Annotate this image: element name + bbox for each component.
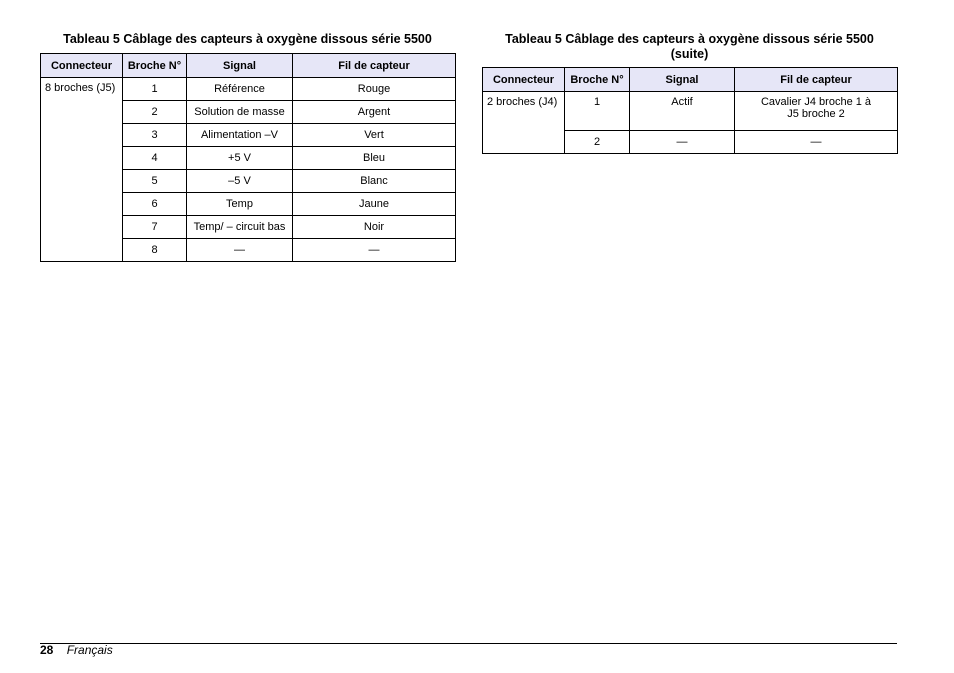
pin-cell: 2 bbox=[565, 131, 630, 154]
table-row bbox=[483, 92, 898, 131]
wiring-table bbox=[40, 53, 456, 262]
table-caption-continued bbox=[482, 32, 897, 62]
wire-cell: — bbox=[293, 239, 456, 262]
caption-title: Tableau 5 Câblage des capteurs à oxygène dissous série 5500 bbox=[505, 32, 874, 46]
signal-cell: Temp bbox=[187, 193, 293, 216]
pin-cell: 1 bbox=[565, 92, 630, 131]
connector-cell: 2 broches (J4) bbox=[483, 92, 565, 154]
wire-cell: Blanc bbox=[293, 170, 456, 193]
signal-cell: Référence bbox=[187, 78, 293, 101]
connector-cell: 8 broches (J5) bbox=[41, 78, 123, 262]
signal-cell: Alimentation –V bbox=[187, 124, 293, 147]
wire-cell: Noir bbox=[293, 216, 456, 239]
header-pin: Broche N° bbox=[565, 68, 630, 92]
signal-cell: — bbox=[630, 131, 735, 154]
table-row bbox=[41, 78, 456, 101]
page-footer bbox=[40, 643, 113, 657]
wire-cell: Jaune bbox=[293, 193, 456, 216]
wire-cell: — bbox=[735, 131, 898, 154]
signal-cell: Temp/ – circuit bas bbox=[187, 216, 293, 239]
signal-cell: +5 V bbox=[187, 147, 293, 170]
header-pin: Broche N° bbox=[123, 54, 187, 78]
signal-cell: Solution de masse bbox=[187, 101, 293, 124]
wire-cell: Rouge bbox=[293, 78, 456, 101]
footer-language: Français bbox=[66, 643, 113, 657]
pin-cell: 1 bbox=[123, 78, 187, 101]
pin-cell: 3 bbox=[123, 124, 187, 147]
header-wire: Fil de capteur bbox=[293, 54, 456, 78]
pin-cell: 7 bbox=[123, 216, 187, 239]
caption-continued-label: (suite) bbox=[670, 47, 709, 61]
header-connector: Connecteur bbox=[41, 54, 123, 78]
header-wire: Fil de capteur bbox=[735, 68, 898, 92]
table-header-row bbox=[41, 54, 456, 78]
pin-cell: 5 bbox=[123, 170, 187, 193]
wire-cell bbox=[735, 92, 898, 131]
table-header-row bbox=[483, 68, 898, 92]
pin-cell: 8 bbox=[123, 239, 187, 262]
header-connector: Connecteur bbox=[483, 68, 565, 92]
wiring-table-continued bbox=[482, 67, 898, 154]
wire-cell: Bleu bbox=[293, 147, 456, 170]
wire-text-line: J5 broche 2 bbox=[787, 108, 845, 120]
page-number: 28 bbox=[40, 643, 54, 657]
footer-divider bbox=[40, 643, 897, 644]
wire-cell: Vert bbox=[293, 124, 456, 147]
wire-cell: Argent bbox=[293, 101, 456, 124]
table-caption: Tableau 5 Câblage des capteurs à oxygène dissous série 5500 bbox=[63, 32, 432, 46]
pin-cell: 6 bbox=[123, 193, 187, 216]
signal-cell: Actif bbox=[630, 92, 735, 131]
signal-cell: — bbox=[187, 239, 293, 262]
wire-text-line: Cavalier J4 broche 1 à bbox=[760, 96, 872, 108]
header-signal: Signal bbox=[187, 54, 293, 78]
pin-cell: 2 bbox=[123, 101, 187, 124]
header-signal: Signal bbox=[630, 68, 735, 92]
signal-cell: –5 V bbox=[187, 170, 293, 193]
pin-cell: 4 bbox=[123, 147, 187, 170]
